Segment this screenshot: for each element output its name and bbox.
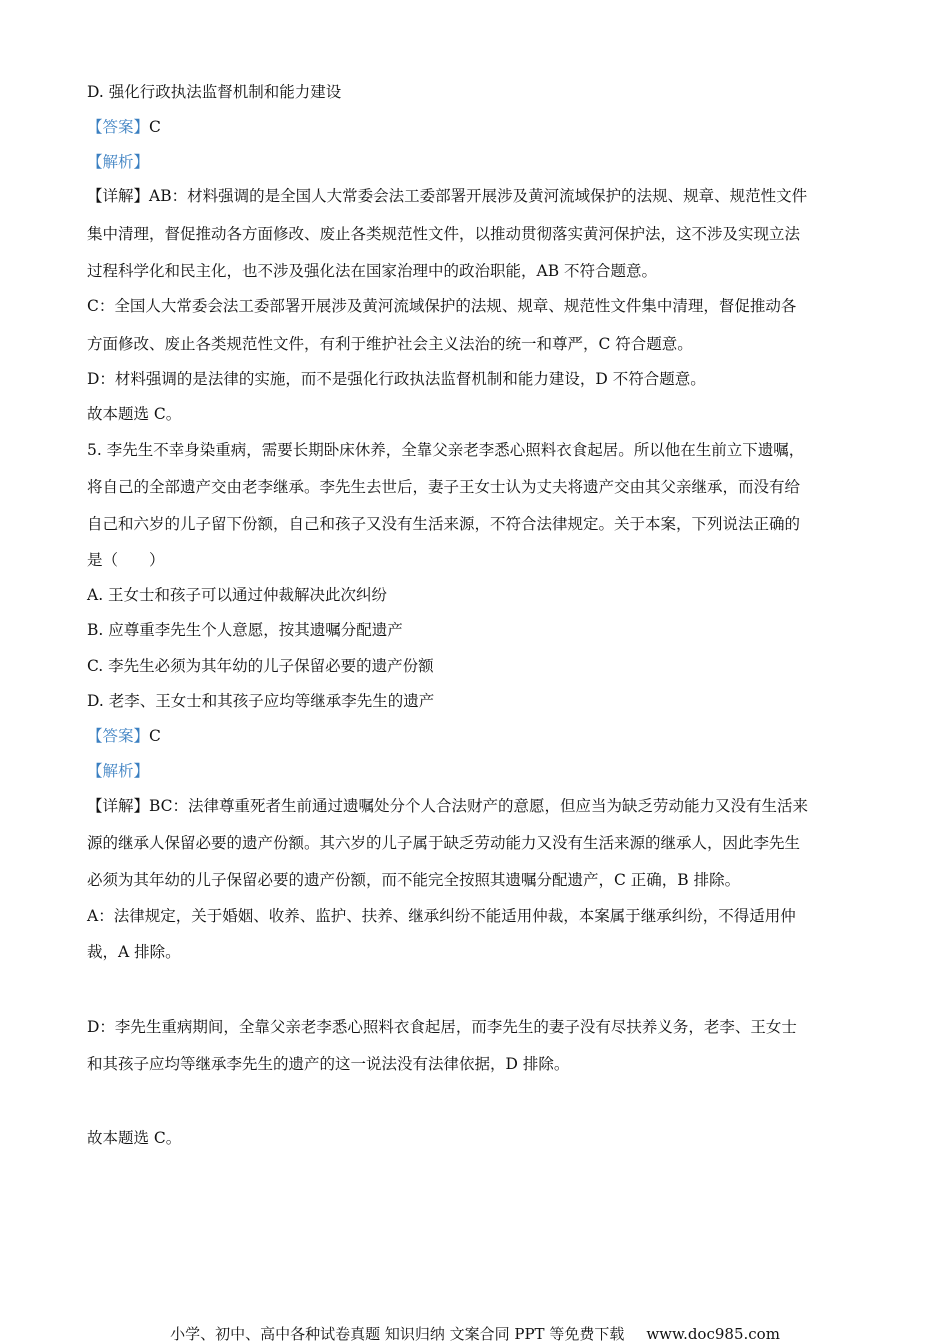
q5-detail-line: D：李先生重病期间，全靠父亲老李悉心照料衣食起居，而李先生的妻子没有尽扶养义务，老李、王女士: [87, 1018, 797, 1036]
q5-option-b: B. 应尊重李先生个人意愿，按其遗嘱分配遗产: [87, 621, 403, 639]
q4-detail-line: C：全国人大常委会法工委部署开展涉及黄河流域保护的法规、规章、规范性文件集中清理，督促推动各: [87, 297, 797, 315]
answer-tag: 【答案】: [87, 727, 150, 745]
q5-detail-line: 【详解】BC：法律尊重死者生前通过遗嘱处分个人合法财产的意愿，但应当为缺乏劳动能力又没有生活来: [87, 797, 809, 815]
q5-detail-line: A：法律规定，关于婚姻、收养、监护、扶养、继承纠纷不能适用仲裁，本案属于继承纠纷，不得适用仲: [87, 907, 796, 925]
q5-analysis-tag: 【解析】: [87, 762, 150, 780]
footer-text: 小学、初中、高中各种试卷真题 知识归纳 文案合同 PPT 等免费下载: [170, 1325, 625, 1343]
q5-option-a: A. 王女士和孩子可以通过仲裁解决此次纠纷: [87, 586, 388, 604]
q5-stem-line: 是（ ）: [87, 551, 165, 569]
q5-stem-line: 将自己的全部遗产交由老李继承。李先生去世后，妻子王女士认为丈夫将遗产交由其父亲继承，而没有给: [87, 478, 801, 496]
page-footer: [0, 1324, 950, 1344]
q5-option-c: C. 李先生必须为其年幼的儿子保留必要的遗产份额: [87, 657, 434, 675]
q4-answer-line: [87, 117, 867, 137]
q5-stem-line: 自己和六岁的儿子留下份额，自己和孩子又没有生活来源，不符合法律规定。关于本案，下列说法正确的: [87, 515, 801, 533]
q5-conclusion: 故本题选 C。: [87, 1129, 182, 1147]
footer-site-link[interactable]: www.doc985.com: [646, 1325, 780, 1343]
q4-detail-line: 集中清理，督促推动各方面修改、废止各类规范性文件，以推动贯彻落实黄河保护法，这不涉及实现立法: [87, 225, 801, 243]
q4-analysis-tag: 【解析】: [87, 153, 150, 171]
q5-answer-line: [87, 726, 867, 746]
q5-detail-line: 源的继承人保留必要的遗产份额。其六岁的儿子属于缺乏劳动能力又没有生活来源的继承人，因此李先生: [87, 834, 801, 852]
q5-detail-line: 和其孩子应均等继承李先生的遗产的这一说法没有法律依据，D 排除。: [87, 1055, 570, 1073]
q4-detail-line: 方面修改、废止各类规范性文件，有利于维护社会主义法治的统一和尊严，C 符合题意。: [87, 335, 693, 353]
q5-detail-line: 裁，A 排除。: [87, 943, 181, 961]
q4-conclusion: 故本题选 C。: [87, 405, 182, 423]
q4-detail-line: 【详解】AB：材料强调的是全国人大常委会法工委部署开展涉及黄河流域保护的法规、规章、规范性文件: [87, 187, 808, 205]
answer-tag: 【答案】: [87, 118, 150, 136]
q5-stem-line: 5. 李先生不幸身染重病，需要长期卧床休养，全靠父亲老李悉心照料衣食起居。所以他在生前立下遗嘱，: [87, 441, 805, 459]
answer-value: C: [149, 727, 161, 745]
q4-detail-line: 过程科学化和民主化，也不涉及强化法在国家治理中的政治职能，AB 不符合题意。: [87, 262, 658, 280]
q5-option-d: D. 老李、王女士和其孩子应均等继承李先生的遗产: [87, 692, 435, 710]
q5-detail-line: 必须为其年幼的儿子保留必要的遗产份额，而不能完全按照其遗嘱分配遗产，C 正确，B 排除。: [87, 871, 741, 889]
q4-detail-line: D：材料强调的是法律的实施，而不是强化行政执法监督机制和能力建设，D 不符合题意。: [87, 370, 706, 388]
answer-value: C: [149, 118, 161, 136]
q4-option-d: D. 强化行政执法监督机制和能力建设: [87, 83, 342, 101]
